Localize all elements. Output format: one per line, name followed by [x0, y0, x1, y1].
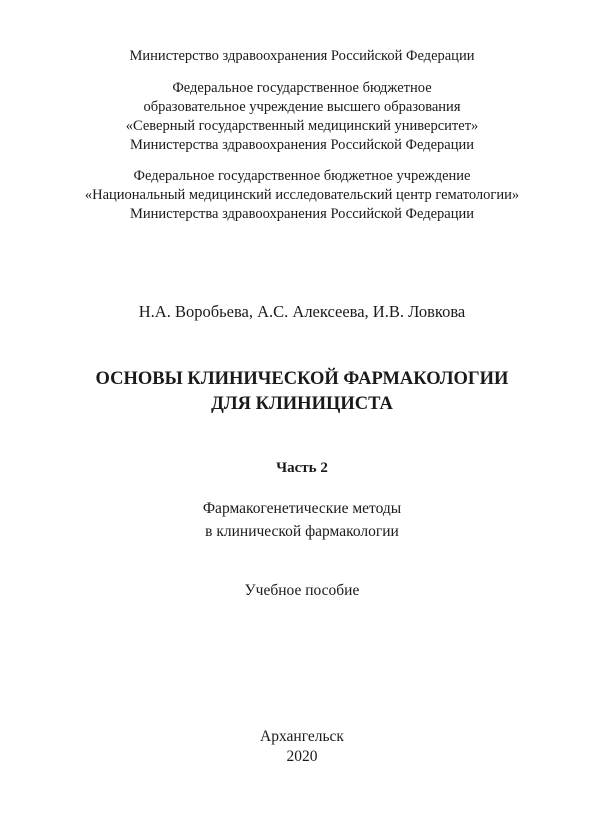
university-line-2: образовательное учреждение высшего образования — [143, 99, 461, 115]
book-type: Учебное пособие — [244, 582, 360, 599]
ministry-line: Министерство здравоохранения Российской Федерации — [129, 48, 475, 64]
university-line-3: «Северный государственный медицинский университет» — [125, 118, 479, 134]
university-line-4: Министерства здравоохранения Российской Федерации — [129, 137, 475, 153]
university-line-1: Федеральное государственное бюджетное — [172, 80, 432, 96]
city: Архангельск — [260, 728, 344, 745]
book-title-line-1: ОСНОВЫ КЛИНИЧЕСКОЙ ФАРМАКОЛОГИИ — [95, 369, 509, 389]
subtitle-line-1: Фармакогенетические методы — [202, 500, 402, 517]
year: 2020 — [286, 748, 318, 765]
center-line-1: Федеральное государственное бюджетное учреждение — [133, 168, 471, 184]
center-line-3: Министерства здравоохранения Российской Федерации — [129, 206, 475, 222]
part-label: Часть 2 — [276, 460, 328, 476]
authors: Н.А. Воробьева, А.С. Алексеева, И.В. Ловкова — [138, 302, 466, 321]
subtitle-line-2: в клинической фармакологии — [205, 523, 399, 540]
book-title-line-2: ДЛЯ КЛИНИЦИСТА — [211, 394, 393, 414]
center-line-2: «Национальный медицинский исследовательский центр гематологии» — [84, 187, 520, 203]
